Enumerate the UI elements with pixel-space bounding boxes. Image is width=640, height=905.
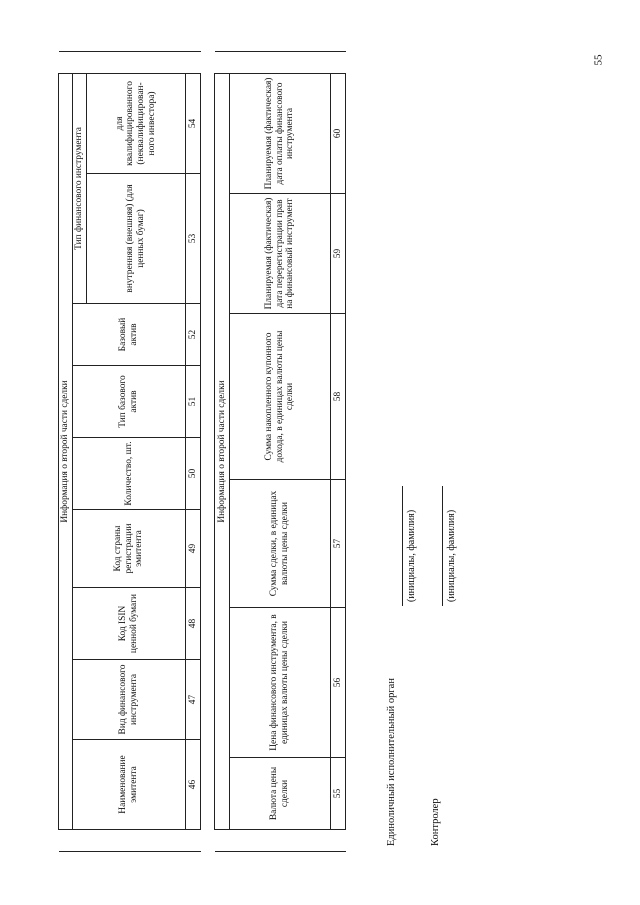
- col-header-issuer: Наименование эмитента: [73, 740, 186, 830]
- col-number: 60: [331, 73, 346, 193]
- signature-label-executive: Единоличный исполнительный орган: [386, 678, 397, 846]
- col-header-price-currency: Валюта цены сделки: [230, 758, 331, 830]
- col-header-quantity: Количество, шт.: [73, 438, 186, 510]
- col-header-country-code: Код страны регистрации эмитента: [73, 510, 186, 588]
- col-number: 48: [186, 588, 201, 660]
- signature-label-controller: Контролер: [430, 798, 441, 846]
- col-number: 59: [331, 194, 346, 314]
- table-right-margin: [59, 51, 201, 73]
- col-header-underlying-type: Тип базового актив: [73, 366, 186, 438]
- col-header-accrued-coupon: Сумма накопленного купонного дохода, в единицах валюты цены сделки: [230, 314, 331, 480]
- col-number: 54: [186, 73, 201, 173]
- col-number: 56: [331, 608, 346, 758]
- table-title: Информация о второй части сделки: [215, 73, 230, 829]
- col-number: 50: [186, 438, 201, 510]
- signature-caption-executive: (инициалы, фамилия): [406, 509, 417, 602]
- col-header-qualified-investor: для квалифицированного (неквалифицирован-ного инвестора): [87, 73, 186, 173]
- col-header-underlying-asset: Базовый актив: [73, 304, 186, 366]
- col-number: 52: [186, 304, 201, 366]
- signature-line-executive: [402, 486, 403, 606]
- col-header-reregistration-date: Планируемая (фактическая) дата перерегистрации прав на финансовый инструмент: [230, 194, 331, 314]
- col-number: 51: [186, 366, 201, 438]
- col-header-internal-external: внутренняя (внешняя) (для ценных бумаг): [87, 174, 186, 304]
- page-number: 55: [592, 54, 605, 66]
- table-left-margin: [215, 830, 346, 852]
- col-header-instrument-kind: Вид финансового инструмента: [73, 660, 186, 740]
- table-second-part-instrument: [58, 51, 201, 852]
- table-title: Информация о второй части сделки: [59, 73, 73, 829]
- col-number: 58: [331, 314, 346, 480]
- table-left-margin: [59, 830, 201, 852]
- col-number: 49: [186, 510, 201, 588]
- col-header-price: Цена финансового инструмента, в единицах валюты цены сделки: [230, 608, 331, 758]
- col-number: 46: [186, 740, 201, 830]
- group-header-instrument-type: Тип финансового инструмента: [73, 73, 87, 303]
- table-second-part-payment: [214, 51, 346, 852]
- col-header-isin: Код ISIN ценной бумаги: [73, 588, 186, 660]
- col-number: 55: [331, 758, 346, 830]
- signature-line-controller: [442, 486, 443, 606]
- col-number: 57: [331, 480, 346, 608]
- table-right-margin: [215, 51, 346, 73]
- col-number: 53: [186, 174, 201, 304]
- col-header-deal-amount: Сумма сделки, в единицах валюты цены сделки: [230, 480, 331, 608]
- col-header-payment-date: Планируемая (фактическая) дата оплаты финансового инструмента: [230, 73, 331, 193]
- rotated-page-content: [58, 52, 516, 852]
- signature-caption-controller: (инициалы, фамилия): [446, 509, 457, 602]
- col-number: 47: [186, 660, 201, 740]
